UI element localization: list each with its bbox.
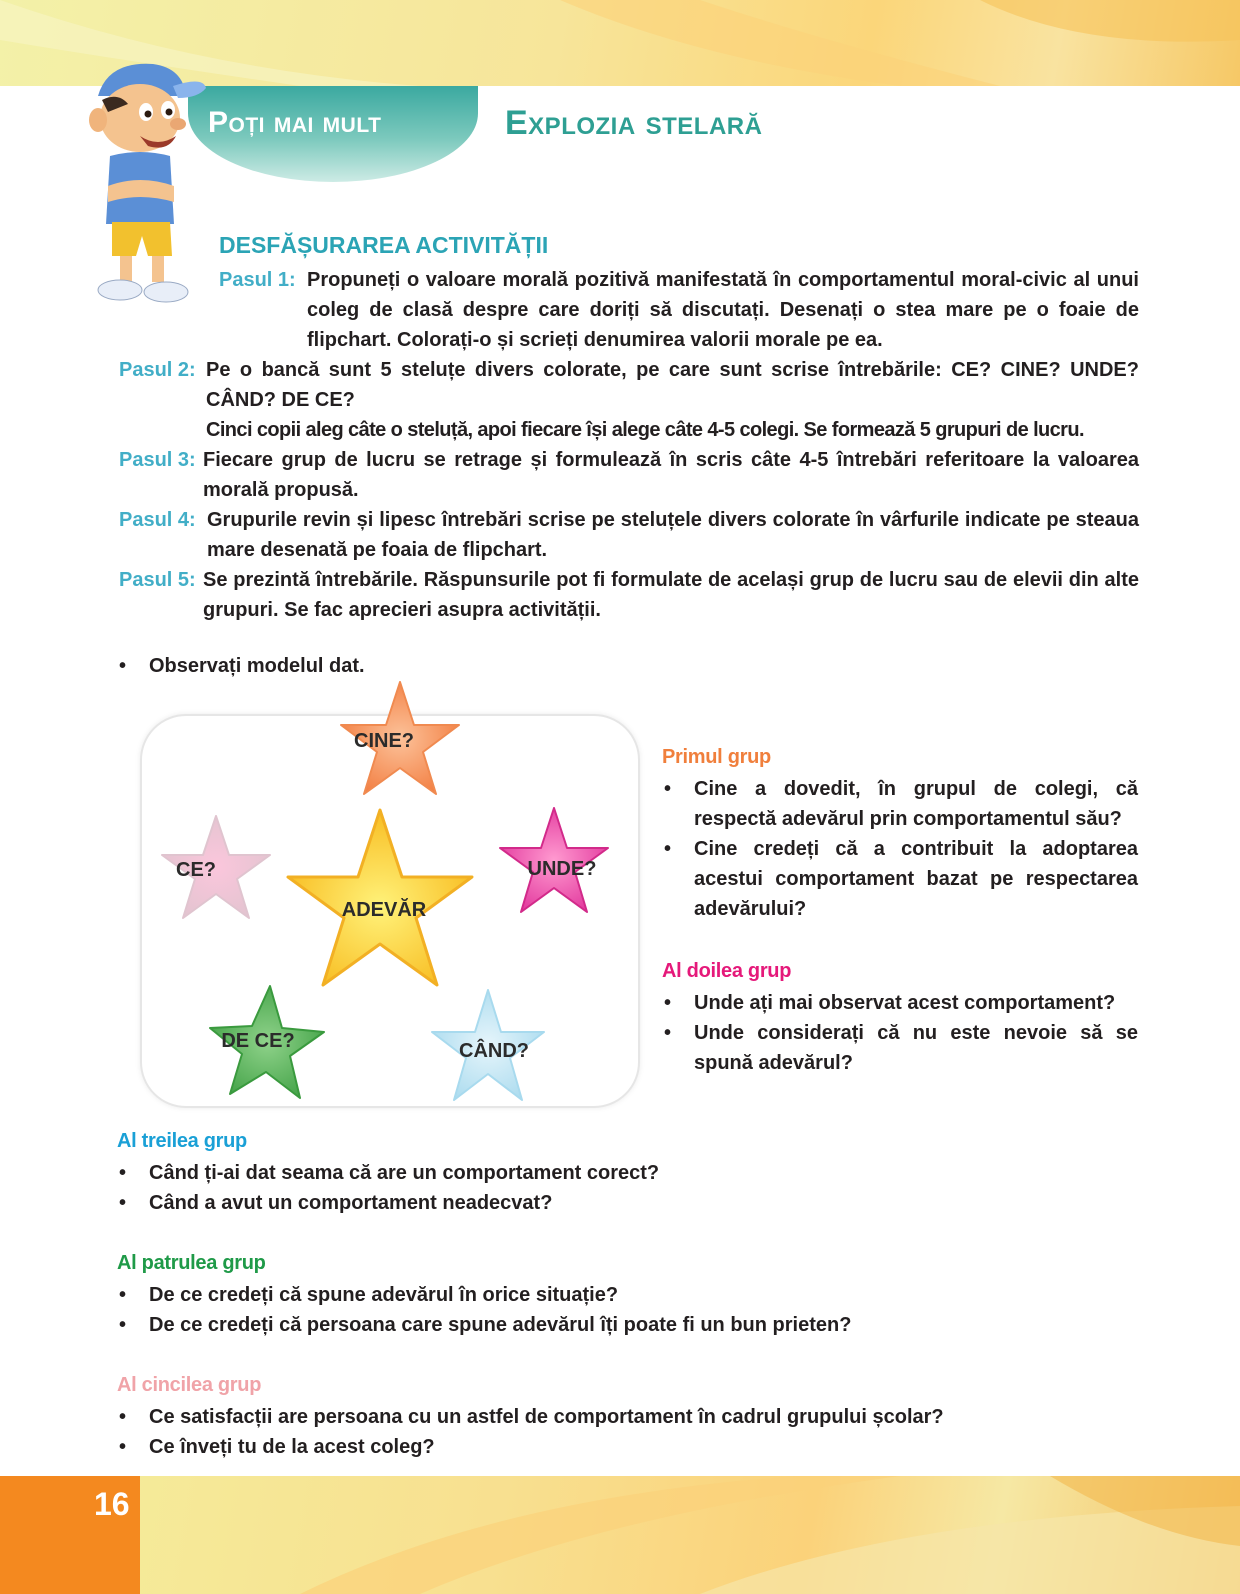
star-de-ce-label: DE CE? xyxy=(221,1030,295,1052)
bullet-dot: • xyxy=(119,1284,127,1306)
group-3-item-2-text: Când a avut un comportament neadecvat? xyxy=(149,1192,553,1214)
banner-label: Poți mai mult xyxy=(208,106,382,139)
step-4-label: Pasul 4: xyxy=(119,509,196,531)
center-star-shape xyxy=(288,810,472,985)
bullet-dot: • xyxy=(664,778,672,800)
group-2-item-2-text: Unde considerați că nu este nevoie să se spună adevărul? xyxy=(694,1022,1138,1074)
group-3-title: Al treilea grup xyxy=(117,1130,247,1152)
group-3-item-1-text: Când ți-ai dat seama că are un comportament corect? xyxy=(149,1162,660,1184)
step-2-label: Pasul 2: xyxy=(119,359,196,381)
group-1-item-2-text: Cine credeți că a contribuit la adoptarea acestui comportament bazat pe respectarea adevărului? xyxy=(694,838,1138,920)
group-1-list xyxy=(664,774,1138,924)
star-cand-label: CÂND? xyxy=(459,1040,529,1062)
group-1-title: Primul grup xyxy=(662,746,771,768)
step-4-text: Grupurile revin și lipesc întrebări scrise pe steluțele divers colorate în vârfurile indicate pe steaua mare desenată pe foaia de flipchart. xyxy=(207,509,1139,561)
group-4-item-1-text: De ce credeți că spune adevărul în orice situație? xyxy=(149,1284,619,1306)
bullet-dot: • xyxy=(119,1406,127,1428)
center-star-label: ADEVĂR xyxy=(341,899,427,921)
bullet-dot: • xyxy=(119,655,127,677)
bullet-dot: • xyxy=(119,1314,127,1336)
bottom-decorative-band xyxy=(0,1476,1240,1594)
bullet-dot: • xyxy=(119,1192,127,1214)
step-1-label: Pasul 1: xyxy=(219,269,296,291)
group-5-item-2-text: Ce înveți tu de la acest coleg? xyxy=(149,1436,435,1458)
group-1-item-1-text: Cine a dovedit, în grupul de colegi, că respectă adevărul prin comportamentul său? xyxy=(694,778,1138,830)
bullet-dot: • xyxy=(664,838,672,860)
group-2-item xyxy=(664,1018,1138,1078)
star-diagram xyxy=(120,680,640,1120)
instruction-text: Observați modelul dat. xyxy=(149,655,365,677)
section-heading: DESFĂȘURAREA ACTIVITĂȚII xyxy=(219,232,549,258)
step-2-text-continued: Cinci copii aleg câte o steluță, apoi fiecare își alege câte 4-5 colegi. Se formează 5 grupuri de lucru. xyxy=(206,419,1084,441)
step-2-text: Pe o bancă sunt 5 steluțe divers colorate, pe care sunt scrise întrebările: CE? CINE? UNDE? CÂND? DE CE? xyxy=(206,359,1139,411)
step-5-label: Pasul 5: xyxy=(119,569,196,591)
bullet-dot: • xyxy=(119,1436,127,1458)
boy-mascot-illustration xyxy=(78,56,208,306)
group-5-item-1-text: Ce satisfacții are persoana cu un astfel de comportament în cadrul grupului școlar? xyxy=(149,1406,944,1428)
bullet-dot: • xyxy=(664,992,672,1014)
group-2-list xyxy=(664,988,1138,1078)
star-ce-label: CE? xyxy=(176,859,216,881)
group-2-item xyxy=(664,988,1138,1018)
bullet-dot: • xyxy=(664,1022,672,1044)
step-3-label: Pasul 3: xyxy=(119,449,196,471)
star-unde-label: UNDE? xyxy=(527,858,597,880)
step-3-text: Fiecare grup de lucru se retrage și formulează în scris câte 4-5 întrebări referitoare la valoarea morală propusă. xyxy=(203,449,1139,501)
group-4-title: Al patrulea grup xyxy=(117,1252,266,1274)
group-1-item xyxy=(664,834,1138,924)
page-number: 16 xyxy=(94,1486,130,1522)
group-5-title: Al cincilea grup xyxy=(117,1374,262,1396)
group-2-title: Al doilea grup xyxy=(662,960,792,982)
group-1-item xyxy=(664,774,1138,834)
step-1-text: Propuneți o valoare morală pozitivă manifestată în comportamentul moral-civic al unui coleg de clasă despre care doriți să discutați. Desenați o stea mare pe o foaie de flipchart. Colorați-o și scrieți denumirea valorii morale pe ea. xyxy=(307,269,1139,351)
bottom-band-swirls xyxy=(0,1476,1240,1594)
group-4-item-2-text: De ce credeți că persoana care spune adevărul îți poate fi un bun prieten? xyxy=(149,1314,852,1336)
page-title: Explozia stelară xyxy=(505,104,763,142)
star-cine-label: CINE? xyxy=(354,730,414,752)
bullet-dot: • xyxy=(119,1162,127,1184)
step-5-text: Se prezintă întrebările. Răspunsurile pot fi formulate de același grup de lucru sau de elevii din alte grupuri. Se fac aprecieri asupra activității. xyxy=(203,569,1139,621)
group-2-item-1-text: Unde ați mai observat acest comportament? xyxy=(694,992,1116,1014)
